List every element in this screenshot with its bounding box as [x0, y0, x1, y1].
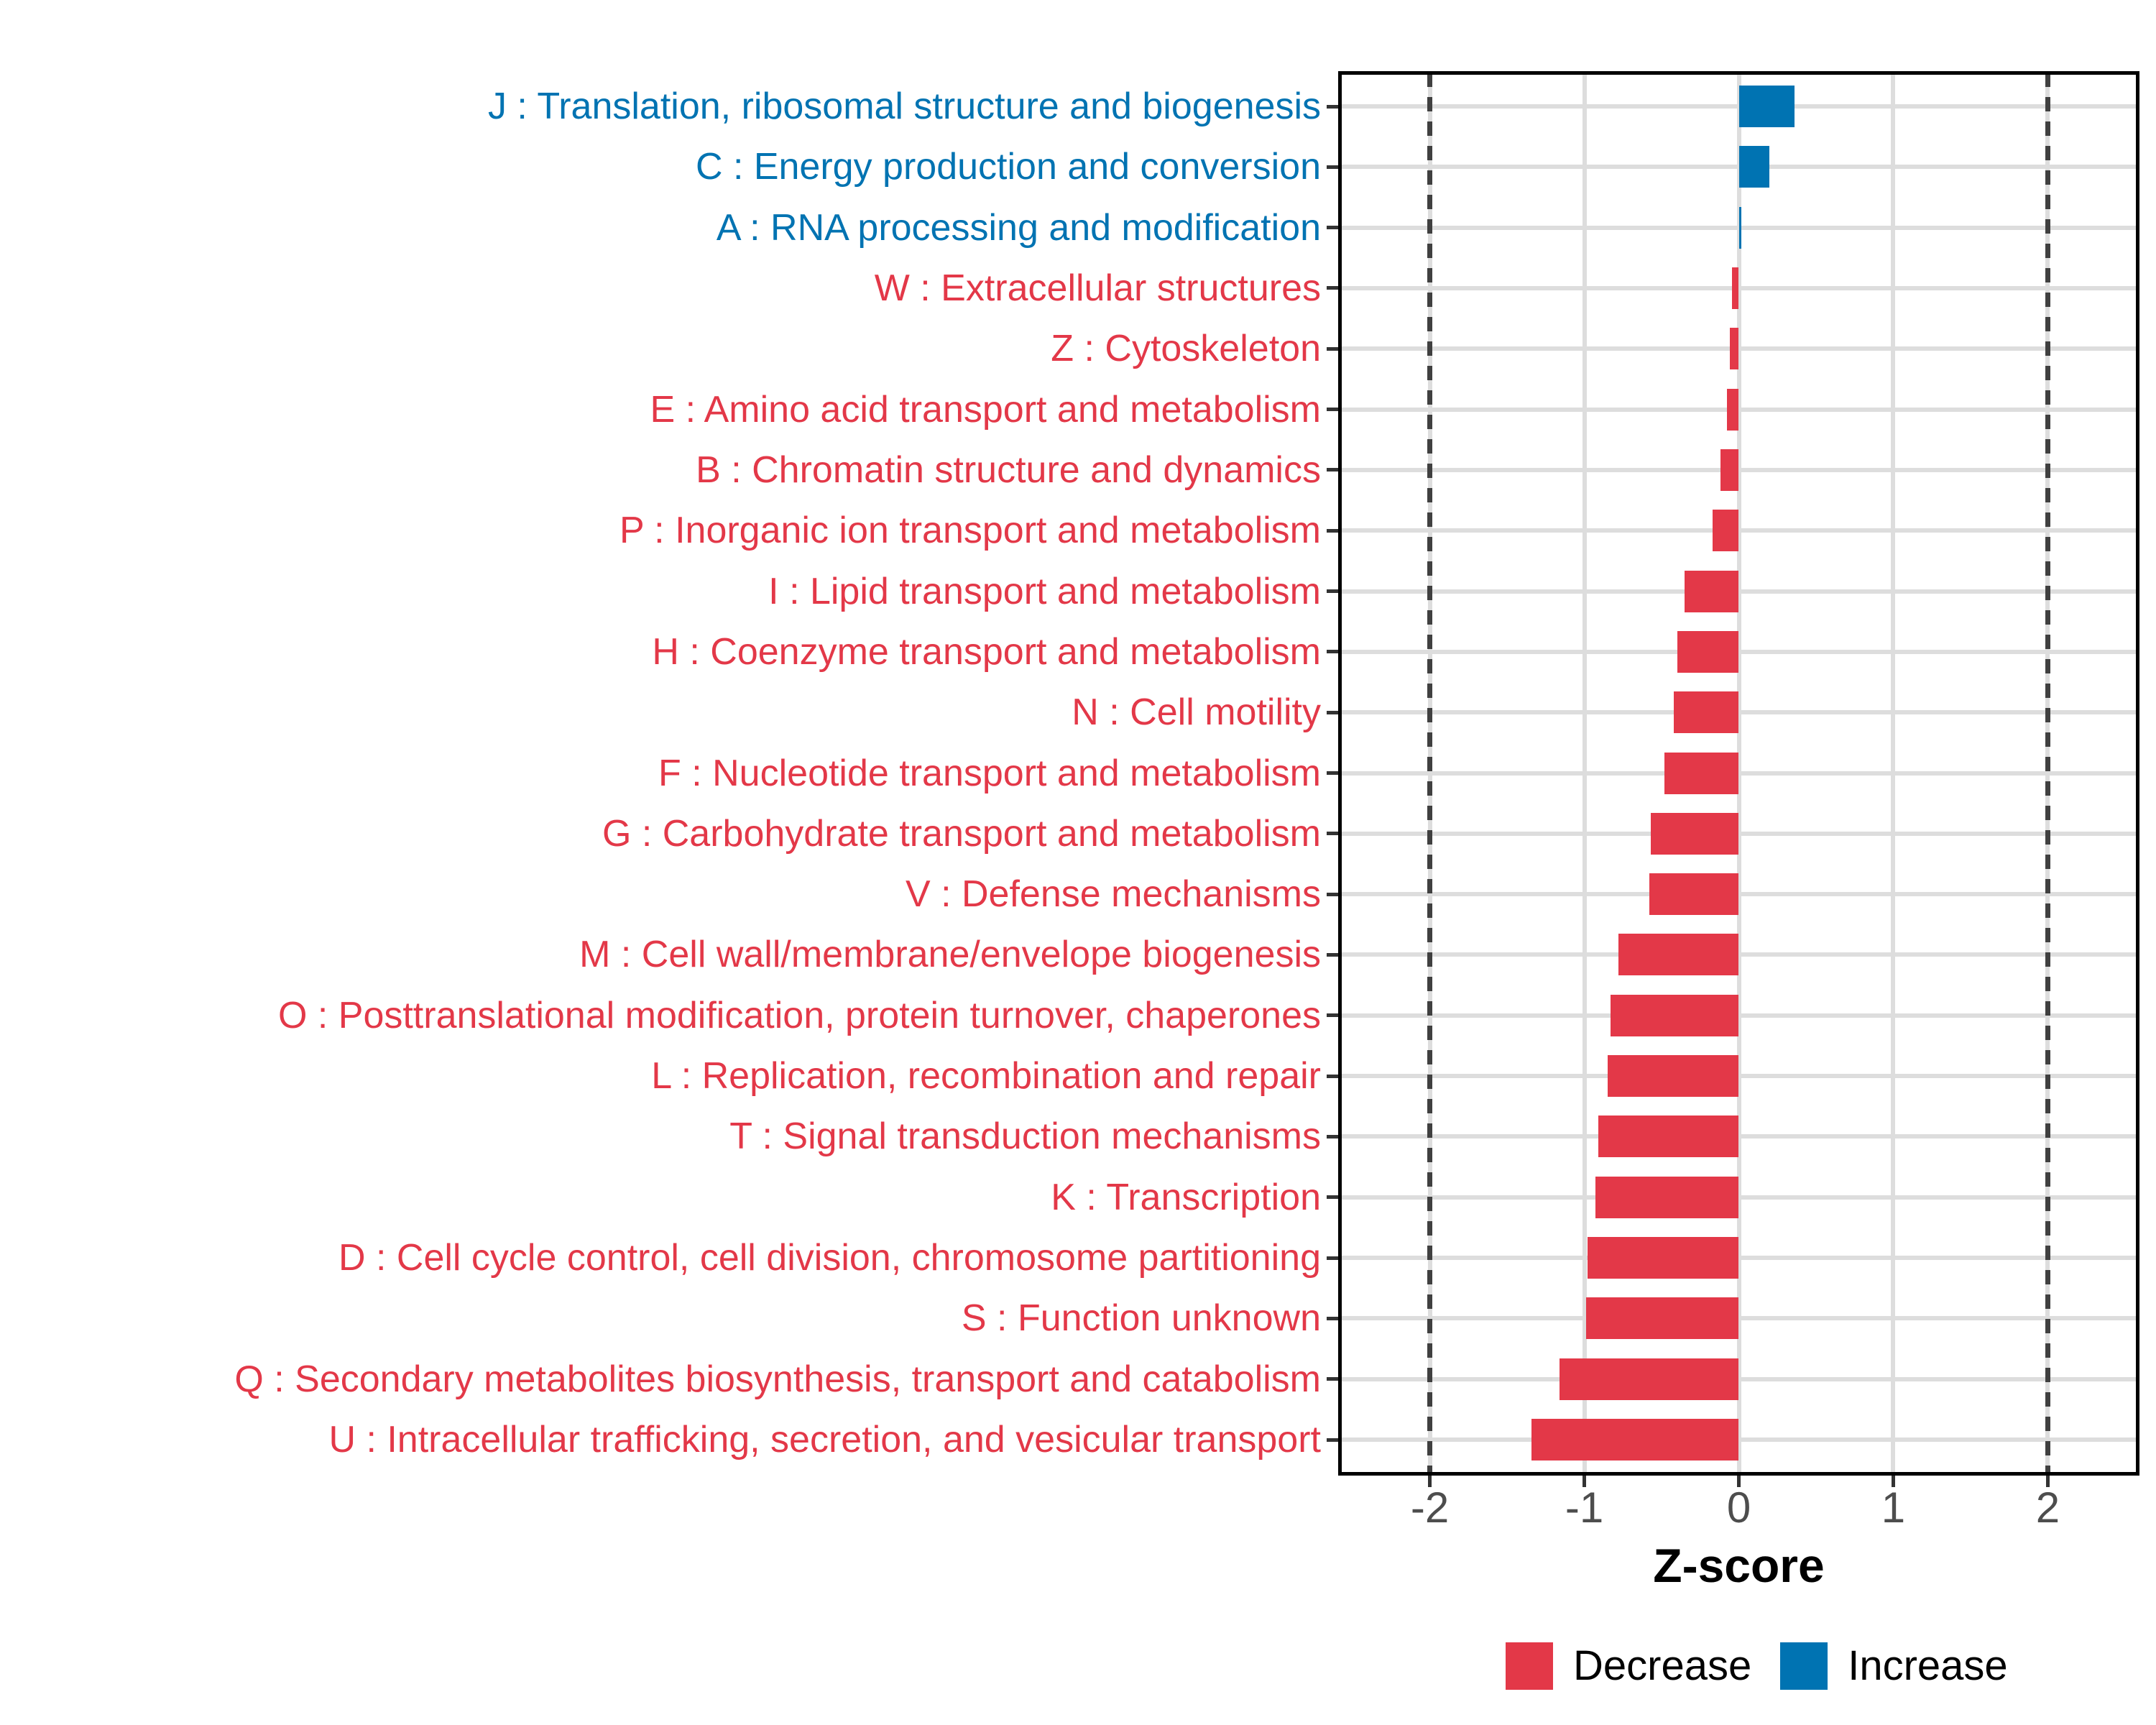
category-label: D : Cell cycle control, cell division, chromosome partitioning — [338, 1237, 1321, 1279]
y-axis-tick — [1327, 1438, 1338, 1442]
bar-g — [1651, 813, 1739, 855]
category-label: M : Cell wall/membrane/envelope biogenesis — [579, 934, 1321, 976]
category-label: L : Replication, recombination and repair — [651, 1055, 1321, 1098]
y-axis-tick — [1327, 1317, 1338, 1320]
bar-t — [1598, 1116, 1739, 1157]
y-axis-tick — [1327, 1256, 1338, 1260]
bar-u — [1531, 1419, 1738, 1460]
category-label: Q : Secondary metabolites biosynthesis, transport and catabolism — [234, 1358, 1321, 1400]
bar-j — [1739, 86, 1795, 127]
y-axis-tick — [1327, 165, 1338, 169]
bar-d — [1588, 1237, 1739, 1279]
legend-label-increase: Increase — [1848, 1642, 2008, 1689]
category-label: G : Carbohydrate transport and metabolism — [602, 812, 1321, 855]
bar-k — [1595, 1177, 1739, 1218]
y-axis-tick — [1327, 711, 1338, 714]
category-label: Z : Cytoskeleton — [1051, 328, 1321, 370]
reference-dashed-line — [2045, 73, 2050, 1474]
category-label: U : Intracellular trafficking, secretion, and vesicular transport — [328, 1419, 1321, 1460]
y-axis-tick — [1327, 286, 1338, 290]
bar-z — [1730, 328, 1739, 369]
y-axis-tick — [1327, 468, 1338, 472]
bar-h — [1677, 631, 1739, 673]
category-label: S : Function unknown — [961, 1297, 1321, 1340]
legend-item-decrease — [1506, 1642, 1751, 1690]
bar-b — [1720, 449, 1739, 491]
y-axis-tick — [1327, 1195, 1338, 1199]
y-axis-tick — [1327, 893, 1338, 896]
bar-n — [1674, 691, 1738, 733]
x-tick-label: 1 — [1881, 1484, 1906, 1532]
y-axis-tick — [1327, 953, 1338, 957]
legend-swatch-increase — [1780, 1642, 1828, 1690]
legend — [1506, 1642, 2008, 1690]
bar-a — [1739, 207, 1741, 249]
x-tick-label: -1 — [1565, 1484, 1604, 1532]
y-axis-tick — [1327, 832, 1338, 835]
gridline-x — [1891, 73, 1895, 1474]
x-tick-label: -2 — [1410, 1484, 1450, 1532]
bar-i — [1685, 571, 1738, 612]
x-tick-label: 0 — [1726, 1484, 1751, 1532]
y-axis-tick — [1327, 1135, 1338, 1138]
bar-w — [1732, 267, 1739, 309]
y-axis-tick — [1327, 1013, 1338, 1017]
legend-swatch-decrease — [1506, 1642, 1553, 1690]
category-label: O : Posttranslational modification, protein turnover, chaperones — [277, 994, 1321, 1036]
category-label: W : Extracellular structures — [874, 267, 1321, 309]
y-axis-tick — [1327, 529, 1338, 533]
y-axis-tick — [1327, 650, 1338, 653]
bar-v — [1649, 873, 1739, 915]
y-axis-tick — [1327, 105, 1338, 109]
category-label: F : Nucleotide transport and metabolism — [658, 752, 1321, 794]
category-label: A : RNA processing and modification — [716, 206, 1321, 249]
category-label: T : Signal transduction mechanisms — [729, 1116, 1321, 1158]
bar-l — [1608, 1055, 1739, 1097]
legend-label-decrease: Decrease — [1573, 1642, 1752, 1689]
bar-q — [1560, 1358, 1738, 1400]
reference-dashed-line — [1427, 73, 1432, 1474]
category-label: J : Translation, ribosomal structure and biogenesis — [487, 86, 1321, 127]
y-axis-tick — [1327, 1075, 1338, 1078]
bar-m — [1618, 934, 1739, 975]
x-tick-label: 2 — [2035, 1484, 2060, 1532]
category-label: V : Defense mechanisms — [905, 873, 1321, 916]
y-axis-tick — [1327, 589, 1338, 593]
bar-s — [1586, 1297, 1739, 1339]
y-axis-tick — [1327, 408, 1338, 411]
bar-o — [1611, 995, 1738, 1036]
category-label: N : Cell motility — [1072, 691, 1321, 734]
y-axis-tick — [1327, 226, 1338, 229]
gridline-x — [1583, 73, 1587, 1474]
category-label: E : Amino acid transport and metabolism — [650, 388, 1321, 431]
y-axis-tick — [1327, 1377, 1338, 1381]
bar-c — [1739, 146, 1770, 188]
category-label: B : Chromatin structure and dynamics — [696, 448, 1321, 491]
category-label: C : Energy production and conversion — [695, 146, 1321, 188]
y-axis-tick — [1327, 347, 1338, 351]
y-axis-tick — [1327, 771, 1338, 775]
x-axis-title: Z-score — [1653, 1539, 1825, 1592]
category-label: H : Coenzyme transport and metabolism — [652, 630, 1321, 673]
category-label: I : Lipid transport and metabolism — [768, 570, 1321, 612]
bar-e — [1727, 389, 1738, 431]
bar-f — [1664, 753, 1738, 794]
bar-p — [1713, 510, 1739, 551]
legend-item-increase — [1780, 1642, 2007, 1690]
category-label: K : Transcription — [1051, 1176, 1321, 1218]
category-label: P : Inorganic ion transport and metabolism — [619, 510, 1321, 552]
